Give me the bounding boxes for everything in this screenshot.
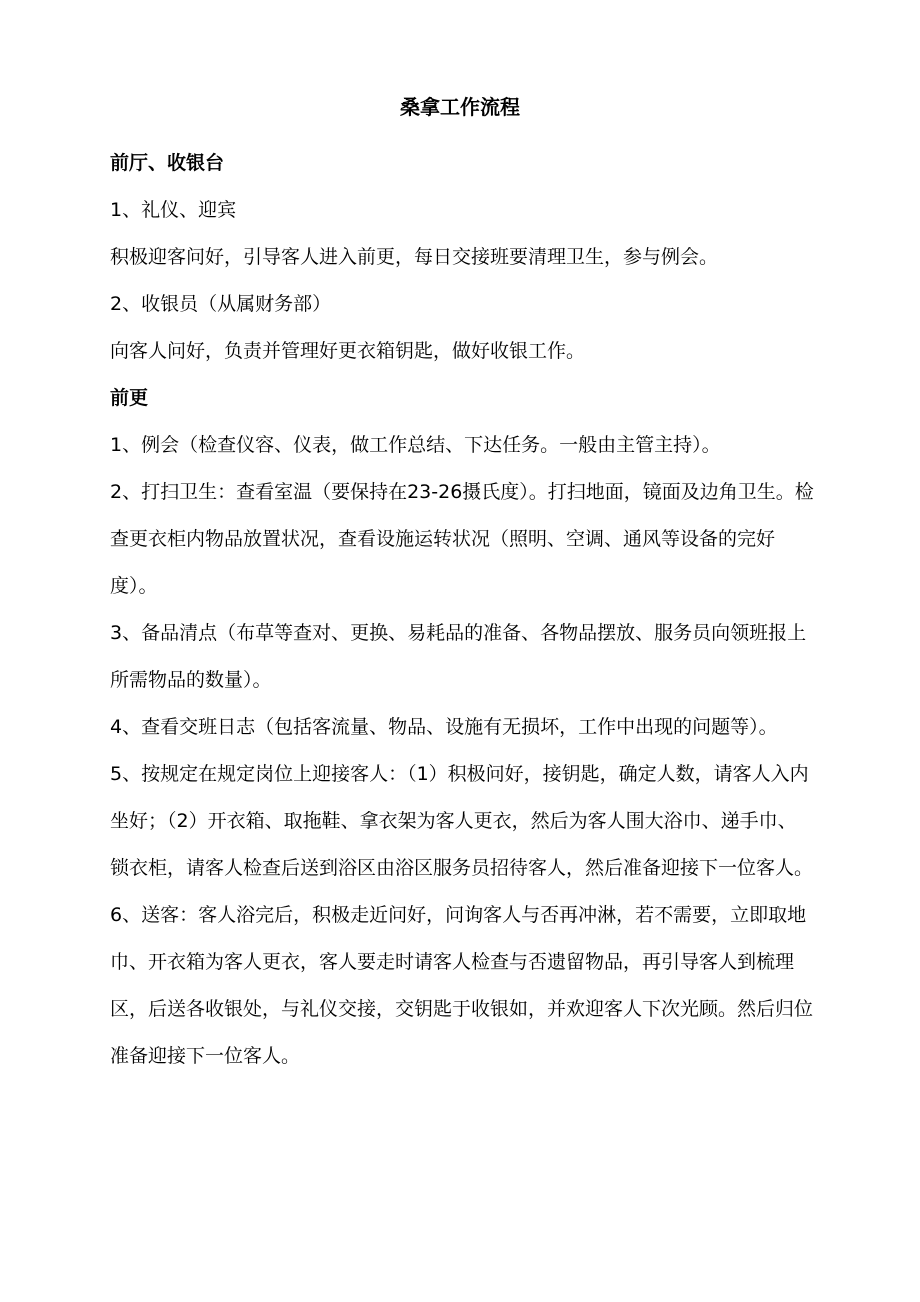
paragraph: 向客人问好，负责并管理好更衣箱钥匙，做好收银工作。 <box>110 340 586 362</box>
paragraph: 积极迎客问好，引导客人进入前更，每日交接班要清理卫生，参与例会。 <box>110 246 719 268</box>
paragraph: 2、收银员（从属财务部） <box>110 293 332 315</box>
paragraph: 1、礼仪、迎宾 <box>110 199 237 221</box>
section-heading-front-desk: 前厅、收银台 <box>110 152 225 174</box>
paragraph: 2、打扫卫生：查看室温（要保持在23-26摄氏度）。打扫地面，镜面及边角卫生。检查更衣柜内物品放置状况，查看设施运转状况（照明、空调、通风等设备的完好度）。 <box>110 481 814 597</box>
paragraph: 1、例会（检查仪容、仪表，做工作总结、下达任务。一般由主管主持）。 <box>110 434 721 456</box>
paragraph: 5、按规定在规定岗位上迎接客人：（1）积极问好，接钥匙，确定人数，请客人入内坐好；（2）开衣箱、取拖鞋、拿衣架为客人更衣，然后为客人围大浴巾、递手巾、锁衣柜，请客人检查后送到浴区由浴区服务员招待客人，然后准备迎接下一位客人。 <box>110 763 814 879</box>
paragraph: 6、送客：客人浴完后，积极走近问好，问询客人与否再冲淋，若不需要，立即取地巾、开衣箱为客人更衣，客人要走时请客人检查与否遗留物品，再引导客人到梳理区，后送各收银处，与礼仪交接，交钥匙于收银如，并欢迎客人下次光顾。然后归位准备迎接下一位客人。 <box>110 904 814 1067</box>
paragraph: 4、查看交班日志（包括客流量、物品、设施有无损坏，工作中出现的问题等）。 <box>110 716 778 738</box>
document-body <box>110 140 815 1080</box>
paragraph: 3、备品清点（布草等查对、更换、易耗品的准备、各物品摆放、服务员向领班报上所需物品的数量）。 <box>110 622 807 691</box>
page-title: 桑拿工作流程 <box>400 95 520 119</box>
section-heading-front-locker: 前更 <box>110 387 149 409</box>
